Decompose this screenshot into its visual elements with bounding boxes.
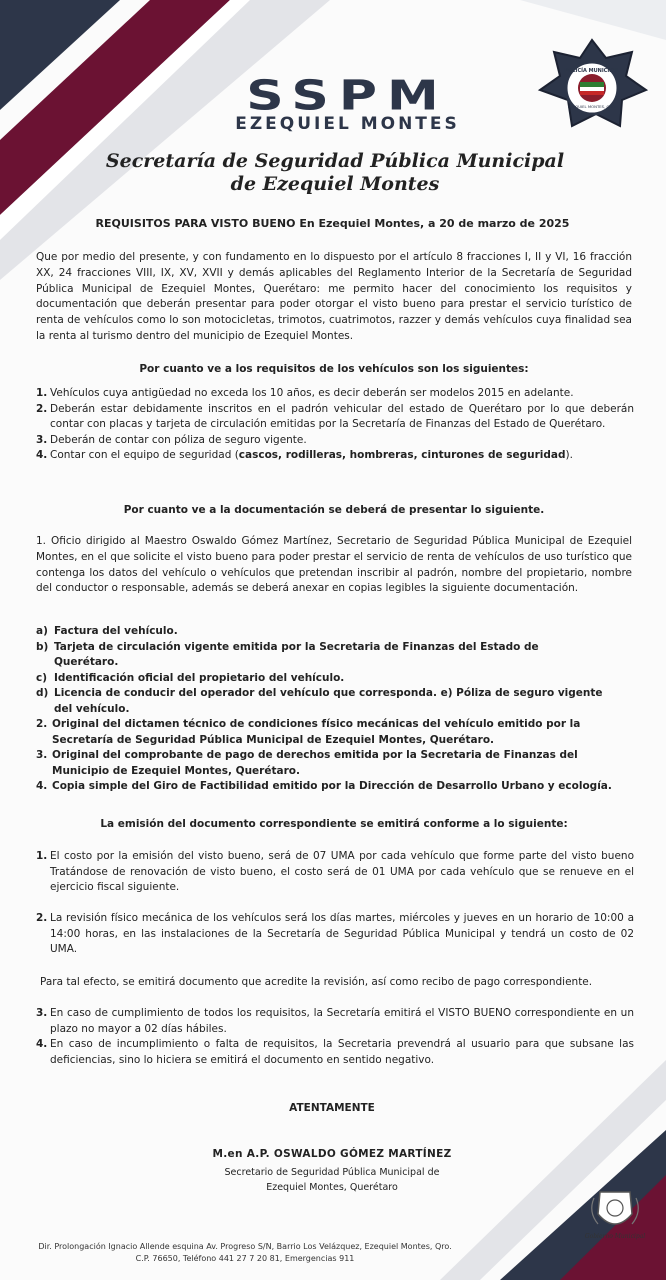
footer-address [20,1241,470,1265]
list-letter: d) [36,687,49,700]
logo-main-text: SSPM [246,72,449,120]
list-text: Vehículos cuya antigüedad no exceda los 10 años, es decir deberán ser modelos 2015 en adelante. [50,387,574,399]
list-item [36,717,634,748]
list-item [36,686,616,717]
vehicles-heading: Por cuanto ve a los requisitos de los vehículos son los siguientes: [139,363,529,375]
list-text: Original del comprobante de pago de derechos emitida por la Secretaria de Finanzas del Municipio de Ezequiel Montes, Querétaro. [52,749,578,777]
list-text: En caso de incumplimiento o falta de requisitos, la Secretaria prevendrá al usuario para que subsane las deficiencias, sino lo hiciera se emitirá el documento en sentido negativo. [50,1038,634,1066]
list-number: 2. [36,718,48,730]
title-line-2: de Ezequiel Montes [230,173,440,195]
signer-name: M.en A.P. OSWALDO GÓMEZ MARTÍNEZ [212,1148,452,1160]
footer-line-2: C.P. 76650, Teléfono 441 27 7 20 81, Emergencias 911 [135,1254,355,1263]
docs-heading: Por cuanto ve a la documentación se deberá de presentar lo siguiente. [123,504,545,516]
list-text: Factura del vehículo. [54,625,178,637]
emission-item-1 [36,849,634,896]
footer-line-1: Dir. Prolongación Ignacio Allende esquina Av. Progreso S/N, Barrio Los Velázquez, Ezequiel Montes, Qro. [38,1242,452,1251]
list-number: 4. [36,449,48,462]
docs-intro-paragraph: 1. Oficio dirigido al Maestro Oswaldo Gómez Martínez, Secretario de Seguridad Pública Municipal de Ezequiel Montes, en el que solicite el visto bueno para poder prestar el servicio de renta de vehículos de uso turístico que contenga los datos del vehículo o vehículos que pretendan inscribir al padrón, nombre del propietario, nombre del conductor o responsable, además se deberá anexar en copias legibles la siguiente documentación. [36,535,632,595]
list-item [36,748,634,779]
list-item [36,624,616,640]
list-number: 1. [36,850,48,862]
list-number: 2. [36,402,48,415]
list-text-pre: Contar con el equipo de seguridad ( [50,449,239,462]
logo-sub-text: EZEQUIEL MONTES [235,114,460,134]
list-item [36,433,634,449]
list-item [36,448,634,464]
badge-bottom-text: EZEQUIEL MONTES, QRO. [567,104,617,109]
list-text: Tarjeta de circulación vigente emitida por la Secretaria de Finanzas del Estado de Querétaro. [54,640,539,669]
list-text: Copia simple del Giro de Factibilidad emitido por la Dirección de Desarrollo Urbano y ecología. [52,780,612,793]
list-item [36,671,616,687]
vehicles-list [36,386,634,464]
emission-item-2 [36,911,634,958]
list-letter: b) [36,640,49,653]
page-title [80,150,590,196]
police-badge-icon [536,38,648,130]
document-subtitle: REQUISITOS PARA VISTO BUENO En Ezequiel Montes, a 20 de marzo de 2025 [95,217,570,230]
list-item [36,640,616,671]
title-line-1: Secretaría de Seguridad Pública Municipal [105,150,565,172]
list-text: La revisión físico mecánica de los vehículos será los días martes, miércoles y jueves en un horario de 10:00 a 14:00 horas, en las instalaciones de la Secretaría de Seguridad Pública Municipal y tendrá un costo de 02 UMA. [50,912,634,956]
list-item [36,386,634,402]
emission-heading: La emisión del documento correspondiente se emitirá conforme a lo siguiente: [100,818,568,830]
safety-equipment-text: cascos, rodilleras, hombreras, cinturones de seguridad [238,449,566,462]
list-text: Licencia de conducir del operador del vehículo que corresponda. e) Póliza de seguro vigente del vehículo. [54,687,603,715]
emission-items-3-4 [36,1006,634,1068]
list-number: 4. [36,1038,48,1051]
closing-text: ATENTAMENTE [289,1102,375,1114]
list-item [36,849,634,896]
intro-paragraph: Que por medio del presente, y con fundamento en lo dispuesto por el artículo 8 fracciones I, II y VI, 16 fracción XX, 24 fracciones VIII, IX, XV, XVII y demás aplicables del Reglamento Interior de la Secretaría de Seguridad Pública Municipal de Ezequiel Montes, Querétaro: me permito hacer del conocimiento los requisitos y documentación que deberán presentar para poder otorgar el visto bueno para prestar el servicio turístico de renta de vehículos como lo son motocicletas, trimotos, cuatrimotos, razzer y demás vehículos cuya finalidad sea la renta al turismo dentro del municipio de Ezequiel Montes. [36,251,632,342]
list-number: 3. [36,749,48,762]
list-text: En caso de cumplimiento de todos los requisitos, la Secretaría emitirá el VISTO BUENO correspondiente en un plazo no mayor a 02 días hábiles. [50,1007,634,1035]
list-text: Original del dictamen técnico de condiciones físico mecánicas del vehículo emitido por la Secretaría de Seguridad Pública Municipal de Ezequiel Montes, Querétaro. [52,718,581,746]
signer-title [117,1165,547,1195]
municipal-crest-icon [586,1188,644,1236]
sspm-logo [225,70,470,134]
list-letter: c) [36,671,48,684]
list-text [50,448,634,464]
list-item [36,911,634,958]
list-text-post: ). [565,449,573,462]
signer-title-line-2: Ezequiel Montes, Querétaro [266,1182,398,1193]
gov-label: Gobierno Municipal [584,1233,646,1240]
list-item [36,1037,634,1068]
list-number: 3. [36,1007,48,1019]
docs-number-list [36,717,634,795]
list-number: 3. [36,433,48,446]
list-text: Deberán de contar con póliza de seguro vigente. [50,433,307,446]
list-text: El costo por la emisión del visto bueno, será de 07 UMA por cada vehículo que forme parte del visto bueno Tratándose de renovación de visto bueno, el costo será de 01 UMA por cada vehículo que se renueve en el ejercicio fiscal siguiente. [50,850,634,894]
list-letter: a) [36,625,48,637]
list-number: 2. [36,912,48,924]
list-text: Identificación oficial del propietario del vehículo. [54,671,345,684]
docs-letter-list [36,624,616,718]
list-item [36,1006,634,1037]
signer-title-line-1: Secretario de Seguridad Pública Municipal de [224,1167,440,1178]
list-number: 4. [36,780,48,793]
list-number: 1. [36,387,48,399]
badge-top-text: POLICÍA MUNICIPAL [564,68,620,74]
list-item [36,779,634,795]
emission-note: Para tal efecto, se emitirá documento que acredite la revisión, así como recibo de pago correspondiente. [40,976,593,988]
list-text: Deberán estar debidamente inscritos en el padrón vehicular del estado de Querétaro por lo que deberán contar con placas y tarjeta de circulación emitidas por la Secretaría de Finanzas del Estado de Querétaro. [50,402,634,431]
list-item [36,402,634,433]
